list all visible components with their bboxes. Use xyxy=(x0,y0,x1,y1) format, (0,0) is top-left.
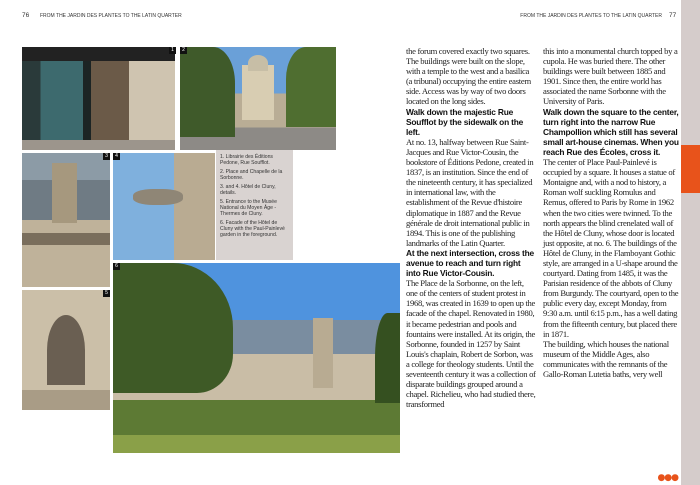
paragraph: this into a monumental church topped by a cupola. He was buried there. The other buildings were built between 1885 and 1901. Since then, the entire world has associated the name Sorbonne with the University of Paris. xyxy=(543,46,678,107)
caption: 6. Facade of the Hôtel de Cluny with the Paul-Painlevé garden in the foreground. xyxy=(220,220,285,238)
photo-number: 4 xyxy=(113,153,120,160)
photo-number: 5 xyxy=(103,290,110,297)
photo-captions xyxy=(216,150,293,260)
paragraph: At no. 13, halfway between Rue Saint-Jacques and Rue Victor-Cousin, the bookstore of Éditions Pedone, created in 1837, is an institution. Since the end of the nineteenth century, it has specialized in international law, with the establishment of the Revue d'histoire diplomatique in 1887 and the Revue générale de droit international public in 1894. This is one of the publishing landmarks of the Latin Quarter. xyxy=(406,136,534,248)
left-page-number: 76 xyxy=(22,12,30,19)
photo-cluny-gargoyle xyxy=(113,153,215,260)
photo-museum-entrance xyxy=(22,290,110,410)
photo-number: 3 xyxy=(103,153,110,160)
chapter-tab xyxy=(681,145,700,193)
photo-sorbonne-square xyxy=(180,47,336,150)
paragraph: The building, which houses the national museum of the Middle Ages, also communicates with the remnants of the Gallo-Roman Lutetia baths, very well xyxy=(543,338,669,379)
photo-cluny-facade xyxy=(113,263,400,453)
right-running-title: FROM THE JARDIN DES PLANTES TO THE LATIN QUARTER xyxy=(520,13,662,19)
continue-marker: ●●● xyxy=(657,473,678,483)
route-direction: At the next intersection, cross the avenue to reach and turn right into Rue Victor-Cousin. xyxy=(406,247,534,279)
text-column-2 xyxy=(543,46,680,379)
text-column-1 xyxy=(406,46,536,409)
photo-cluny-roof xyxy=(22,153,110,287)
caption: 5. Entrance to the Musée National du Moyen Âge - Thermes de Cluny. xyxy=(220,199,277,217)
page-edge-strip xyxy=(681,0,700,485)
photo-number: 2 xyxy=(180,47,187,54)
left-running-title: FROM THE JARDIN DES PLANTES TO THE LATIN QUARTER xyxy=(40,13,182,19)
paragraph: The Place de la Sorbonne, on the left, one of the centers of student protest in 1968, was created in 1639 to open up the facade of the chapel. Renovated in 1980, it became pedestrian and pools and fountains were installed. At its origin, the Sorbonne, founded in 1257 by Saint Louis's chaplain, Robert de Sorbon, was a college for theology students. Until the seventeenth century it was a collection of disparate buildings grouped around a chapel. Richelieu, who had studied there, transformed xyxy=(406,278,536,410)
paragraph: The center of Place Paul-Painlevé is occupied by a square. It houses a statue of Montaigne and, with a nod to history, a Roman wolf suckling Romulus and Remus, offered to Paris by Rome in 1962 when the two cities were twinned. To the north appears the blind crenelated wall of the Hôtel de Cluny, whose door is located just opposite, at no. 6. The buildings of the Hôtel de Cluny, in the Flamboyant Gothic style, are arranged in a U-shape around the courtyard. Dating from 1485, it was the Parisian residence of the abbots of Cluny from Burgundy. The courtyard, open to the public every day, except Monday, from 9:30 a.m. until 6:15 p.m., has a well dating from the fifteenth century, but placed there in 1871. xyxy=(543,157,679,339)
paragraph: the forum covered exactly two squares. The buildings were built on the slope, with a temple to the west and a basilica (a tribunal) occupying the entire eastern side. Access was by way of two doors located on the long sides. xyxy=(406,46,531,107)
photo-number: 1 xyxy=(169,47,176,54)
photo-bookstore xyxy=(22,47,175,150)
caption: 2. Place and Chapelle de la Sorbonne. xyxy=(220,169,283,181)
route-direction: Walk down the square to the center, turn right into the narrow Rue Champollion which still has several small art-house cinemas. When you reach Rue des Écoles, cross it. xyxy=(543,106,679,157)
photo-number: 6 xyxy=(113,263,120,270)
caption: 3. and 4. Hôtel de Cluny, details. xyxy=(220,184,276,196)
right-page-number: 77 xyxy=(669,12,677,19)
caption: 1. Librairie des Éditions Pedone, Rue Soufflot. xyxy=(220,154,273,166)
route-direction: Walk down the majestic Rue Soufflot by the sidewalk on the left. xyxy=(406,106,524,137)
